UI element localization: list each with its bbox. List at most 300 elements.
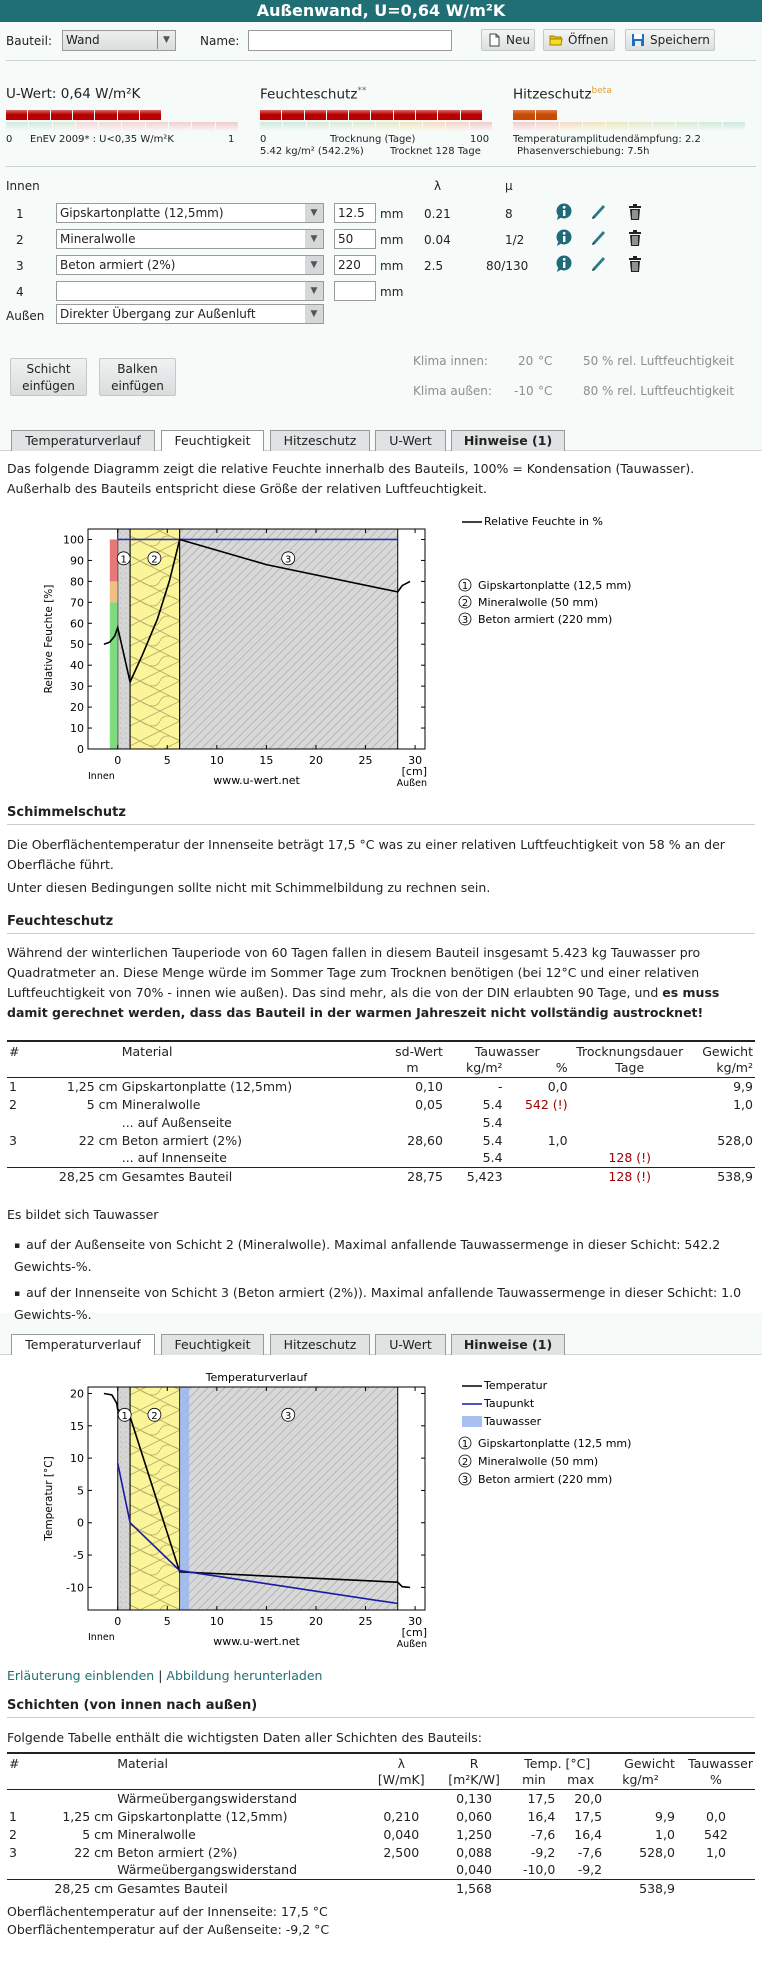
scale-segment xyxy=(76,122,98,132)
rating-segment xyxy=(140,110,161,120)
chart-footer: www.u-wert.net xyxy=(213,774,300,787)
chevron-down-icon: ▼ xyxy=(305,305,323,323)
col-num: # xyxy=(7,1753,38,1771)
cell-thick xyxy=(40,1113,120,1131)
x-tick-label: 15 xyxy=(259,1615,274,1628)
feuchteschutz-warning: es muss damit gerechnet werden, dass das Bauteil in der warmen Jahreszeit nicht vollständig austrocknet! xyxy=(7,985,720,1020)
x-tick-label: 0 xyxy=(114,1615,122,1628)
cell-weight: 9,9 xyxy=(733,1078,753,1094)
table-row xyxy=(7,1149,755,1167)
legend-layer-label: Gipskartonplatte (12,5 mm) xyxy=(478,1437,632,1450)
tab-bar xyxy=(0,423,762,451)
rating-segment xyxy=(438,110,459,120)
klima-aussen-rh[interactable]: 80 xyxy=(583,384,599,398)
cell-thick: 28,25 cm xyxy=(38,1879,115,1897)
insert-beam-line1: Balken xyxy=(117,362,158,376)
layer-thickness-input[interactable]: 50 xyxy=(334,229,376,249)
new-button[interactable] xyxy=(481,29,535,51)
layer-number: 1 xyxy=(16,207,24,221)
schimmelschutz-text: Die Oberflächentemperatur der Innenseite beträgt 17,5 °C was zu einer relativen Luftfeuchtigkeit von 58 % an der Oberfläche führt. xyxy=(7,837,725,872)
y-tick-label: 10 xyxy=(70,722,84,736)
scale-segment xyxy=(423,122,445,132)
layer-material-select[interactable] xyxy=(56,255,324,275)
cell-thick xyxy=(38,1789,115,1807)
cell-tmax: 20,0 xyxy=(574,1790,603,1806)
col-r: R xyxy=(438,1753,511,1771)
cell-material: Wärmeübergangswiderstand xyxy=(117,1790,298,1806)
cell-days xyxy=(570,1131,690,1149)
cell-tmin: -10,0 xyxy=(522,1862,556,1878)
tab-hitzeschutz[interactable]: Hitzeschutz xyxy=(270,1334,370,1355)
y-axis-label: Temperatur [°C] xyxy=(43,1456,55,1541)
legend-swatch xyxy=(462,1416,482,1427)
y-tick-label: 0 xyxy=(77,1516,84,1530)
scale-segment xyxy=(29,122,51,132)
y-tick-label: 20 xyxy=(70,701,84,715)
unit-lambda: [W/mK] xyxy=(365,1771,438,1789)
y-tick-label: 5 xyxy=(77,1484,84,1498)
x-axis-unit: [cm] xyxy=(401,765,427,778)
feuchte-drying: Trocknet 128 Tage xyxy=(390,146,481,157)
table-row xyxy=(7,1095,755,1113)
feuchte-intro: Das folgende Diagramm zeigt die relative Feuchte innerhalb des Bauteils, 100% = Kondensation (Tauwasser). Außerhalb des Bauteils entspricht diese Größe der relativen Luftfeuchtigkeit. xyxy=(7,461,695,496)
tab-feuchtigkeit[interactable]: Feuchtigkeit xyxy=(161,430,264,452)
feuchteschutz-text xyxy=(7,943,752,1023)
cell-lambda: 2,500 xyxy=(383,1844,420,1860)
cell-material: Mineralwolle xyxy=(121,1096,201,1112)
cell-kg: 5.4 xyxy=(482,1114,503,1130)
unit-tau: % xyxy=(677,1771,755,1789)
chevron-down-icon: ▼ xyxy=(157,31,175,49)
x-tick-label: 10 xyxy=(209,1615,224,1628)
x-tick-label: 5 xyxy=(163,754,171,767)
cell-lambda xyxy=(365,1861,438,1879)
cell-pct xyxy=(505,1167,570,1185)
cell-material: ... auf Innenseite xyxy=(121,1150,227,1166)
mu-header: μ xyxy=(505,179,513,193)
innen-label: Innen xyxy=(6,179,40,193)
scale-segment xyxy=(723,122,745,132)
chevron-down-icon: ▼ xyxy=(305,230,323,248)
y-tick-label: 20 xyxy=(70,1387,84,1401)
layer-material-value: Gipskartonplatte (12,5mm) xyxy=(60,206,224,220)
feuchte-title xyxy=(260,86,366,103)
cell-sd xyxy=(380,1149,445,1167)
insert-beam-button[interactable] xyxy=(99,358,176,396)
scale-segment xyxy=(53,122,75,132)
legend-marker-label: 2 xyxy=(461,598,469,609)
cell-sd xyxy=(380,1113,445,1131)
col-thick xyxy=(38,1753,115,1771)
tab-hinweise[interactable]: Hinweise (1) xyxy=(451,430,565,451)
y-tick-label: -10 xyxy=(66,1581,84,1595)
rating-segment xyxy=(513,110,535,120)
feuchte-min: 0 xyxy=(260,134,267,145)
humidity-chart xyxy=(40,511,440,801)
cell-r: 0,088 xyxy=(456,1844,492,1860)
col-thick xyxy=(40,1041,120,1059)
scale-segment xyxy=(446,122,468,132)
legend-marker-label: 2 xyxy=(461,1457,469,1468)
table-row xyxy=(7,1789,755,1807)
rating-segment xyxy=(118,110,139,120)
scale-segment xyxy=(376,122,398,132)
file-icon xyxy=(487,33,501,47)
col-sd: sd-Wert xyxy=(380,1041,445,1059)
col-drying: Trocknungsdauer xyxy=(570,1041,690,1059)
cell-days xyxy=(570,1113,690,1131)
table-row xyxy=(7,1113,755,1131)
pencil-icon[interactable] xyxy=(589,229,607,247)
cell-thick: 22 cm xyxy=(74,1844,114,1860)
cell-num xyxy=(7,1167,40,1185)
cell-tmin: 16,4 xyxy=(527,1808,556,1824)
cell-tmin: -7,6 xyxy=(530,1826,556,1842)
table-row xyxy=(7,1843,755,1861)
col-num: # xyxy=(7,1041,40,1059)
show-explanation-link[interactable]: Erläuterung einblenden xyxy=(7,1668,155,1683)
cell-num: 3 xyxy=(9,1132,17,1148)
chart-links xyxy=(7,1666,752,1686)
cell-weight xyxy=(604,1789,677,1807)
bauteil-value: Wand xyxy=(66,33,100,47)
feuchte-title-sup: ** xyxy=(357,86,367,96)
table-row xyxy=(7,1825,755,1843)
scale-segment xyxy=(583,122,605,132)
cell-material: Gesamtes Bauteil xyxy=(115,1879,365,1897)
scale-segment xyxy=(216,122,238,132)
unit-blank xyxy=(40,1059,120,1077)
scale-segment xyxy=(260,122,282,132)
klima-innen-temp-unit: °C xyxy=(538,354,553,368)
schichten-heading: Schichten (von innen nach außen) xyxy=(7,1698,755,1718)
legend-marker-label: 1 xyxy=(461,1439,469,1450)
legend-layer-label: Gipskartonplatte (12,5 mm) xyxy=(478,579,632,592)
x-tick-label: 25 xyxy=(358,1615,373,1628)
feuchte-rating-bar xyxy=(260,110,482,120)
col-material: Material xyxy=(115,1753,365,1771)
scale-segment xyxy=(676,122,698,132)
cell-tmin: -9,2 xyxy=(530,1844,556,1860)
pencil-icon[interactable] xyxy=(589,203,607,221)
tab-u-wert[interactable]: U-Wert xyxy=(375,430,446,451)
chevron-down-icon: ▼ xyxy=(305,204,323,222)
unit-pct: % xyxy=(505,1059,570,1077)
hitze-title xyxy=(513,86,612,103)
klima-innen-rh-unit: % rel. Luftfeuchtigkeit xyxy=(602,354,735,368)
schimmelschutz-heading: Schimmelschutz xyxy=(7,805,755,825)
cell-lambda xyxy=(365,1879,438,1897)
save-label: Speichern xyxy=(650,33,710,47)
cell-pct: 542 (!) xyxy=(524,1096,568,1112)
klima-innen-label: Klima innen: xyxy=(413,354,488,368)
uwert-rating-bar xyxy=(6,110,161,120)
cell-thick xyxy=(38,1861,115,1879)
cell-weight: 9,9 xyxy=(655,1808,675,1824)
y-tick-label: 80 xyxy=(70,575,84,589)
feuchteschutz-body: Während der winterlichen Tauperiode von 60 Tagen fallen in diesem Bauteil insgesamt 5.423 kg Tauwasser pro Quadratmeter an. Diese Menge würde im Sommer Tage zum Trocknen benötigen (bei 12°C und einer relativen Luftfeuchtigkeit von 70% - innen wie außen). Das sind mehr, als die von der DIN erlaubten 90 Tage, und xyxy=(7,945,701,1000)
layer-mu: 80/130 xyxy=(486,259,529,273)
cell-tau: 0,0 xyxy=(706,1808,726,1824)
feuchte-caption: Trocknung (Tage) xyxy=(330,134,416,145)
cell-days xyxy=(570,1095,690,1113)
tab-hitzeschutz[interactable]: Hitzeschutz xyxy=(270,430,370,451)
feuchtigkeit-panel xyxy=(0,451,762,1322)
new-label: Neu xyxy=(506,33,530,47)
cell-material: Wärmeübergangswiderstand xyxy=(117,1862,298,1878)
layer-thickness-input[interactable] xyxy=(334,281,376,301)
cell-tau xyxy=(677,1861,755,1879)
rh-scale-band xyxy=(110,602,118,749)
cell-num xyxy=(7,1149,40,1167)
hitze-title-text: Hitzeschutz xyxy=(513,86,592,103)
scale-segment xyxy=(699,122,721,132)
aussen-select[interactable] xyxy=(56,304,324,324)
rating-segment xyxy=(305,110,326,120)
klima-aussen-temp[interactable]: -10 xyxy=(514,384,534,398)
y-tick-label: -5 xyxy=(73,1549,84,1563)
x-axis-unit: [cm] xyxy=(401,1626,427,1639)
surface-temp-outer: Oberflächentemperatur auf der Außenseite: -9,2 °C xyxy=(7,1922,330,1937)
cell-num xyxy=(7,1113,40,1131)
klima-innen-rh[interactable]: 50 xyxy=(583,354,599,368)
table-row xyxy=(7,1807,755,1825)
cell-tmax: -9,2 xyxy=(577,1862,603,1878)
cell-num: 1 xyxy=(9,1808,17,1824)
cell-pct xyxy=(505,1149,570,1167)
feuchte-amount: 5.42 kg/m² (542.2%) xyxy=(260,146,364,157)
layers-table xyxy=(7,1752,755,1897)
open-button[interactable] xyxy=(543,29,615,51)
layer-mu: 8 xyxy=(505,207,513,221)
download-figure-link[interactable]: Abbildung herunterladen xyxy=(166,1668,323,1683)
scale-segment xyxy=(99,122,121,132)
cell-kg: 5.4 xyxy=(482,1096,503,1112)
uwert-scale xyxy=(6,122,238,132)
cell-kg: 5.4 xyxy=(482,1132,503,1148)
scale-segment xyxy=(470,122,492,132)
condensation-zone xyxy=(180,1387,189,1610)
layer-marker-label: 2 xyxy=(151,554,158,566)
rating-segment xyxy=(394,110,415,120)
layer-material-value: Mineralwolle xyxy=(60,232,136,246)
table-row xyxy=(7,1131,755,1149)
col-weight: Gewicht xyxy=(604,1753,677,1771)
hitze-damping: Temperaturamplitudendämpfung: 2.2 xyxy=(513,134,701,145)
layer-lambda: 2.5 xyxy=(424,259,444,273)
scale-segment xyxy=(606,122,628,132)
cell-days: 128 (!) xyxy=(570,1167,690,1185)
legend-label: Taupunkt xyxy=(484,1397,535,1410)
scale-segment xyxy=(192,122,214,132)
table-row xyxy=(7,1077,755,1095)
cell-tmax: 17,5 xyxy=(574,1808,603,1824)
x-tick-label: 25 xyxy=(358,754,373,767)
unit-blank xyxy=(115,1771,365,1789)
cell-num xyxy=(7,1879,38,1897)
unit-kg: kg/m² xyxy=(445,1059,505,1077)
unit-min: min xyxy=(510,1771,557,1789)
aussen-label: Außen xyxy=(396,778,427,789)
cell-days: 128 (!) xyxy=(608,1150,652,1166)
tab-temperaturverlauf[interactable]: Temperaturverlauf xyxy=(11,1334,155,1356)
klima-aussen-rh-unit: % rel. Luftfeuchtigkeit xyxy=(602,384,735,398)
bauteil-label: Bauteil: xyxy=(6,34,52,48)
insert-layer-button[interactable] xyxy=(10,358,87,396)
cell-tmax: 16,4 xyxy=(574,1826,603,1842)
scale-segment xyxy=(307,122,329,132)
cell-tmax xyxy=(557,1879,604,1897)
name-input[interactable] xyxy=(248,30,452,51)
x-tick-label: 30 xyxy=(408,754,423,767)
trash-icon[interactable] xyxy=(627,229,643,247)
pencil-icon[interactable] xyxy=(589,255,607,273)
cell-thick: 1,25 cm xyxy=(62,1808,114,1824)
unit-blank xyxy=(38,1771,115,1789)
scale-segment xyxy=(6,122,28,132)
info-icon[interactable] xyxy=(555,255,573,273)
cell-pct: 1,0 xyxy=(547,1132,568,1148)
surface-temp-inner: Oberflächentemperatur auf der Innenseite: 17,5 °C xyxy=(7,1904,328,1919)
table-total-row xyxy=(7,1167,755,1185)
unit-blank xyxy=(7,1059,40,1077)
cell-kg: - xyxy=(498,1078,503,1094)
layer-number: 4 xyxy=(16,285,24,299)
layer-material-select[interactable] xyxy=(56,229,324,249)
cell-sd: 28,75 xyxy=(380,1167,445,1185)
cell-kg: 5,423 xyxy=(445,1167,505,1185)
layer-marker-label: 1 xyxy=(121,1410,128,1422)
tauwasser-list xyxy=(14,1235,749,1331)
trash-icon[interactable] xyxy=(627,255,643,273)
feuchte-scale xyxy=(260,122,492,132)
cell-kg: 5.4 xyxy=(482,1150,503,1166)
cell-weight: 528,0 xyxy=(717,1132,753,1148)
scale-segment xyxy=(353,122,375,132)
open-label: Öffnen xyxy=(568,33,609,47)
layer-marker-label: 3 xyxy=(285,554,292,566)
tab-hinweise[interactable]: Hinweise (1) xyxy=(451,1334,565,1355)
tab-u-wert[interactable]: U-Wert xyxy=(375,1334,446,1355)
rating-segment xyxy=(282,110,303,120)
uwert-title xyxy=(6,86,140,102)
uwert-min: 0 xyxy=(6,134,13,145)
folder-icon xyxy=(549,33,563,47)
table-total-row xyxy=(7,1879,755,1897)
tab-feuchtigkeit[interactable]: Feuchtigkeit xyxy=(161,1334,264,1355)
unit-days: Tage xyxy=(570,1059,690,1077)
rating-segment xyxy=(6,110,27,120)
temperature-chart-legend xyxy=(440,1375,760,1495)
info-icon[interactable] xyxy=(555,229,573,247)
y-tick-label: 10 xyxy=(70,1452,84,1466)
cell-tau xyxy=(677,1789,755,1807)
layer-marker-label: 3 xyxy=(285,1410,292,1422)
innen-label: Innen xyxy=(88,771,115,782)
layer-material-select[interactable] xyxy=(56,281,324,301)
legend-marker-label: 1 xyxy=(461,581,469,592)
table-row xyxy=(7,1861,755,1879)
col-temp: Temp. [°C] xyxy=(510,1753,604,1771)
scale-segment xyxy=(629,122,651,132)
x-tick-label: 5 xyxy=(163,1615,171,1628)
klima-aussen-label: Klima außen: xyxy=(413,384,492,398)
col-tauwasser: Tauwasser xyxy=(445,1041,570,1059)
cell-num: 2 xyxy=(9,1096,17,1112)
uwert-title-text: U-Wert: 0,64 W/m²K xyxy=(6,86,141,102)
trash-icon[interactable] xyxy=(627,203,643,221)
insert-layer-line1: Schicht xyxy=(26,362,71,376)
tab-temperaturverlauf[interactable]: Temperaturverlauf xyxy=(11,430,155,451)
temperature-chart xyxy=(40,1360,440,1650)
y-tick-label: 70 xyxy=(70,596,84,610)
legend-layer-label: Mineralwolle (50 mm) xyxy=(478,596,599,609)
cell-thick: 1,25 cm xyxy=(66,1078,118,1094)
y-tick-label: 30 xyxy=(70,680,84,694)
cell-r: 1,250 xyxy=(456,1826,492,1842)
page-title: Außenwand, U=0,64 W/m²K xyxy=(0,0,762,22)
layer-material-select[interactable] xyxy=(56,203,324,223)
innen-label: Innen xyxy=(88,1632,115,1643)
feuchte-max: 100 xyxy=(470,134,490,145)
klima-innen-temp[interactable]: 20 xyxy=(518,354,534,368)
unit-blank xyxy=(120,1059,380,1077)
rating-segment xyxy=(95,110,116,120)
scale-segment xyxy=(169,122,191,132)
cell-weight: 538,9 xyxy=(690,1167,755,1185)
chevron-down-icon: ▼ xyxy=(305,256,323,274)
scale-segment xyxy=(513,122,535,132)
y-tick-label: 90 xyxy=(70,554,84,568)
layer-thickness-input[interactable]: 220 xyxy=(334,255,376,275)
tauwasser-item: ▪ auf der Innenseite von Schicht 3 (Beton armiert (2%)). Maximal anfallende Tauwassermenge in dieser Schicht: 1.0 Gewichts-%. xyxy=(14,1283,749,1325)
rating-segment xyxy=(461,110,482,120)
thickness-unit: mm xyxy=(380,207,404,221)
cell-lambda xyxy=(365,1789,438,1807)
x-tick-label: 15 xyxy=(259,754,274,767)
scale-segment xyxy=(283,122,305,132)
thickness-unit: mm xyxy=(380,285,404,299)
layer-lambda: 0.21 xyxy=(424,207,451,221)
temperatur-panel xyxy=(0,1355,762,1965)
hitze-rating-bar xyxy=(513,110,557,120)
thickness-unit: mm xyxy=(380,259,404,273)
save-button[interactable] xyxy=(625,29,715,51)
floppy-disk-icon xyxy=(631,33,645,47)
unit-weight: kg/m² xyxy=(604,1771,677,1789)
layer-thickness-input[interactable]: 12.5 xyxy=(334,203,376,223)
x-tick-label: 30 xyxy=(408,1615,423,1628)
rating-segment xyxy=(51,110,72,120)
cell-sd: 0,10 xyxy=(415,1078,443,1094)
cell-material: Gipskartonplatte (12,5mm) xyxy=(121,1078,293,1094)
insert-layer-line2: einfügen xyxy=(22,379,75,393)
cell-r: 0,060 xyxy=(456,1808,492,1824)
cell-thick xyxy=(40,1149,120,1167)
info-icon[interactable] xyxy=(555,203,573,221)
y-tick-label: 50 xyxy=(70,638,84,652)
y-axis-label: Relative Feuchte [%] xyxy=(43,584,55,694)
cell-tau: 1,0 xyxy=(706,1844,726,1860)
bauteil-select[interactable] xyxy=(62,30,176,51)
chevron-down-icon: ▼ xyxy=(305,282,323,300)
legend-label: Relative Feuchte in % xyxy=(484,515,603,528)
hitze-scale xyxy=(513,122,745,132)
cell-lambda: 0,040 xyxy=(383,1826,420,1842)
condensation-table xyxy=(7,1040,755,1185)
feuchte-title-text: Feuchteschutz xyxy=(260,86,358,103)
cell-material: Mineralwolle xyxy=(117,1826,196,1842)
